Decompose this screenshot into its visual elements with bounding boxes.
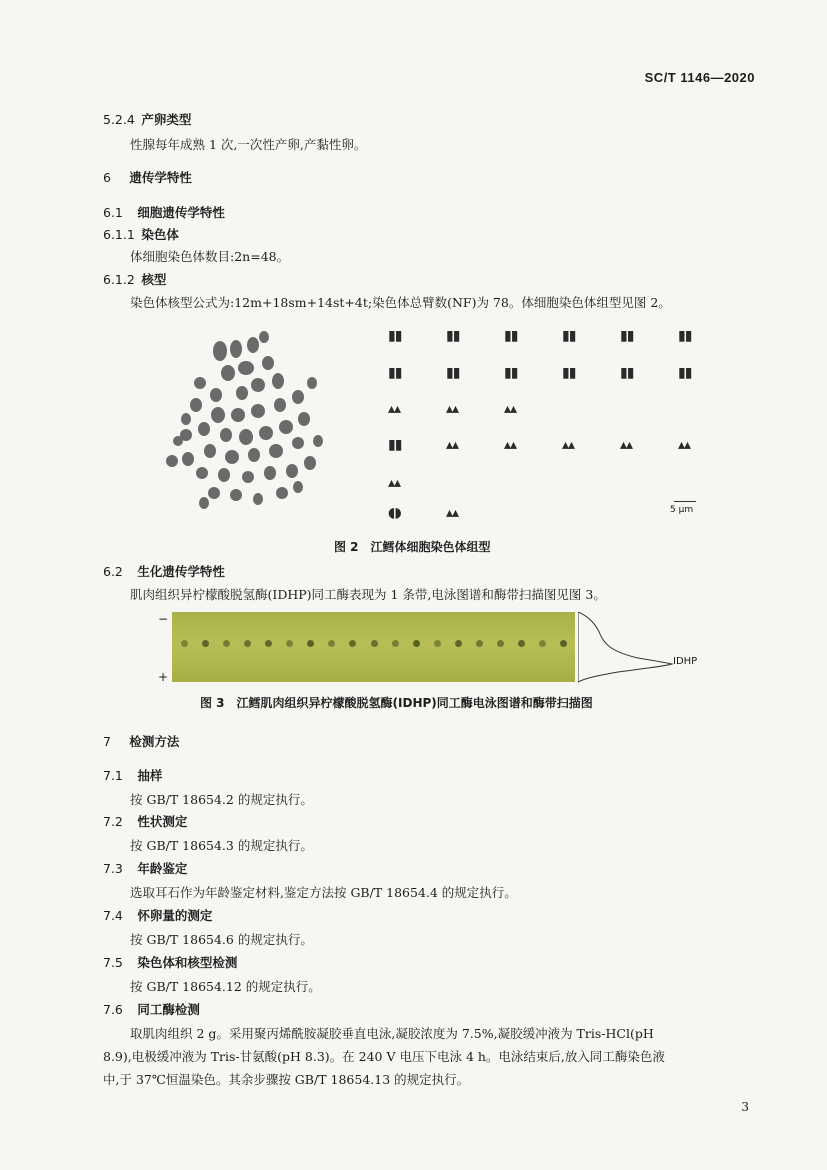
section-number: 6.1	[103, 205, 123, 220]
section-number: 7.2	[103, 814, 123, 829]
figure-2-karyotype	[158, 323, 718, 528]
karyotype-row-st	[388, 437, 736, 453]
heading-7-2	[103, 812, 187, 830]
paragraph-5-2-4: 性腺每年成熟 1 次,一次性产卵,产黏性卵。	[130, 137, 367, 152]
chromosome-pair: ▮▮	[504, 328, 518, 344]
heading-7-6	[103, 1000, 200, 1018]
heading-7	[103, 732, 179, 750]
densitometer-scan	[578, 612, 678, 684]
paragraph-7-2: 按 GB/T 18654.3 的规定执行。	[130, 838, 313, 853]
heading-7-4	[103, 906, 212, 924]
section-number: 7	[103, 734, 111, 749]
gel-band	[223, 640, 230, 647]
gel-band	[560, 640, 567, 647]
paragraph-7-5: 按 GB/T 18654.12 的规定执行。	[130, 979, 321, 994]
heading-6-1	[103, 203, 225, 221]
section-number: 7.4	[103, 908, 123, 923]
section-title: 染色体和核型检测	[137, 955, 238, 970]
gel-band	[349, 640, 356, 647]
gel-band	[455, 640, 462, 647]
chromosome-pair: ▴▴	[446, 401, 459, 417]
section-number: 7.1	[103, 768, 123, 783]
chromosome-pair: ▴▴	[678, 437, 691, 453]
chromosome-pair: ▮▮	[562, 365, 576, 381]
gel-band	[286, 640, 293, 647]
section-number: 6.1.1	[103, 227, 135, 242]
chromosome-pair: ▮▮	[388, 365, 402, 381]
scale-label: 5 μm	[670, 505, 694, 515]
section-title: 生化遗传学特性	[137, 564, 225, 579]
chromosome-pair: ▮▮	[620, 328, 634, 344]
gel-band	[244, 640, 251, 647]
idhp-peak-label: IDHP	[673, 656, 698, 667]
section-title: 染色体	[141, 227, 179, 242]
gel-band	[392, 640, 399, 647]
section-number: 6.1.2	[103, 272, 135, 287]
section-title: 核型	[141, 272, 167, 287]
chromosome-pair: ▴▴	[446, 505, 459, 521]
heading-6-1-2	[103, 270, 166, 288]
chromosome-pair: ▮▮	[446, 365, 460, 381]
chromosome-pair: ▴▴	[562, 437, 575, 453]
karyotype-row-sm	[388, 365, 736, 381]
chromosome-pair: ▴▴	[446, 437, 459, 453]
section-title: 年龄鉴定	[137, 861, 188, 876]
paragraph-7-6-line-2: 8.9),电极缓冲液为 Tris-甘氨酸(pH 8.3)。在 240 V 电压下电泳 4 h。电泳结束后,放入同工酶染色液	[103, 1049, 665, 1064]
gel-band	[476, 640, 483, 647]
paragraph-7-1: 按 GB/T 18654.2 的规定执行。	[130, 792, 313, 807]
scale-bar	[674, 501, 696, 502]
section-title: 遗传学特性	[129, 170, 192, 185]
paragraph-7-6-line-1: 取肌肉组织 2 g。采用聚丙烯酰胺凝胶垂直电泳,凝胶浓度为 7.5%,凝胶缓冲液为 Tris-HCl(pH	[130, 1026, 654, 1041]
heading-6-1-1	[103, 225, 179, 243]
section-number: 5.2.4	[103, 112, 135, 127]
heading-6-2	[103, 562, 225, 580]
anode-label: +	[158, 670, 169, 684]
chromosome-pair: ▮▮	[446, 328, 460, 344]
chromosome-pair: ▴▴	[388, 475, 401, 491]
chromosome-pair: ▴▴	[504, 401, 517, 417]
section-title: 怀卵量的测定	[137, 908, 213, 923]
gel-band	[371, 640, 378, 647]
page-number: 3	[741, 1100, 749, 1114]
gel-band	[307, 640, 314, 647]
gel-band	[265, 640, 272, 647]
figure-3-electrophoresis	[158, 612, 698, 684]
gel-band	[181, 640, 188, 647]
chromosome-pair: ▮▮	[388, 328, 402, 344]
heading-7-5	[103, 953, 237, 971]
section-number: 6.2	[103, 564, 123, 579]
section-title: 同工酶检测	[137, 1002, 200, 1017]
chromosome-pair: ▮▮	[388, 437, 402, 453]
gel-band	[539, 640, 546, 647]
paragraph-6-1-1: 体细胞染色体数目:2n=48。	[130, 249, 290, 264]
cathode-label: −	[158, 612, 169, 626]
karyotype-row-t	[388, 505, 504, 521]
paragraph-6-2: 肌肉组织异柠檬酸脱氢酶(IDHP)同工酶表现为 1 条带,电泳图谱和酶带扫描图见图 3。	[130, 587, 606, 602]
section-number: 7.3	[103, 861, 123, 876]
figure-3-caption: 图 3 江鳕肌肉组织异柠檬酸脱氢酶(IDHP)同工酶电泳图谱和酶带扫描图	[200, 696, 593, 710]
standard-code: SC/T 1146—2020	[644, 70, 755, 85]
chromosome-pair: ▮▮	[678, 328, 692, 344]
gel-band	[518, 640, 525, 647]
karyotype-row-st2	[388, 475, 446, 491]
chromosome-pair: ▮▮	[620, 365, 634, 381]
section-number: 7.5	[103, 955, 123, 970]
chromosome-pair: ◖◗	[388, 505, 401, 521]
heading-5-2-4	[103, 110, 191, 128]
gel-band	[434, 640, 441, 647]
metaphase-spread-image	[158, 323, 338, 513]
section-title: 产卵类型	[141, 112, 192, 127]
karyotype-row-m	[388, 328, 736, 344]
heading-7-1	[103, 766, 162, 784]
paragraph-7-3: 选取耳石作为年龄鉴定材料,鉴定方法按 GB/T 18654.4 的规定执行。	[130, 885, 517, 900]
paragraph-6-1-2: 染色体核型公式为:12m+18sm+14st+4t;染色体总臂数(NF)为 78。体细胞染色体组型见图 2。	[130, 295, 671, 310]
heading-6	[103, 168, 192, 186]
chromosome-pair: ▴▴	[388, 401, 401, 417]
heading-7-3	[103, 859, 187, 877]
gel-band	[202, 640, 209, 647]
figure-2-caption: 图 2 江鳕体细胞染色体组型	[334, 540, 491, 554]
gel-image	[172, 612, 575, 682]
section-number: 6	[103, 170, 111, 185]
section-title: 抽样	[137, 768, 163, 783]
karyotype-row-sm2	[388, 401, 562, 417]
section-number: 7.6	[103, 1002, 123, 1017]
chromosome-pair: ▴▴	[620, 437, 633, 453]
section-title: 检测方法	[129, 734, 180, 749]
paragraph-7-6-line-3: 中,于 37℃恒温染色。其余步骤按 GB/T 18654.13 的规定执行。	[103, 1072, 470, 1087]
chromosome-pair: ▮▮	[678, 365, 692, 381]
chromosome-pair: ▮▮	[562, 328, 576, 344]
section-title: 性状测定	[137, 814, 188, 829]
gel-band	[497, 640, 504, 647]
chromosome-pair: ▴▴	[504, 437, 517, 453]
section-title: 细胞遗传学特性	[137, 205, 225, 220]
paragraph-7-4: 按 GB/T 18654.6 的规定执行。	[130, 932, 313, 947]
gel-band	[413, 640, 420, 647]
gel-band	[328, 640, 335, 647]
chromosome-pair: ▮▮	[504, 365, 518, 381]
